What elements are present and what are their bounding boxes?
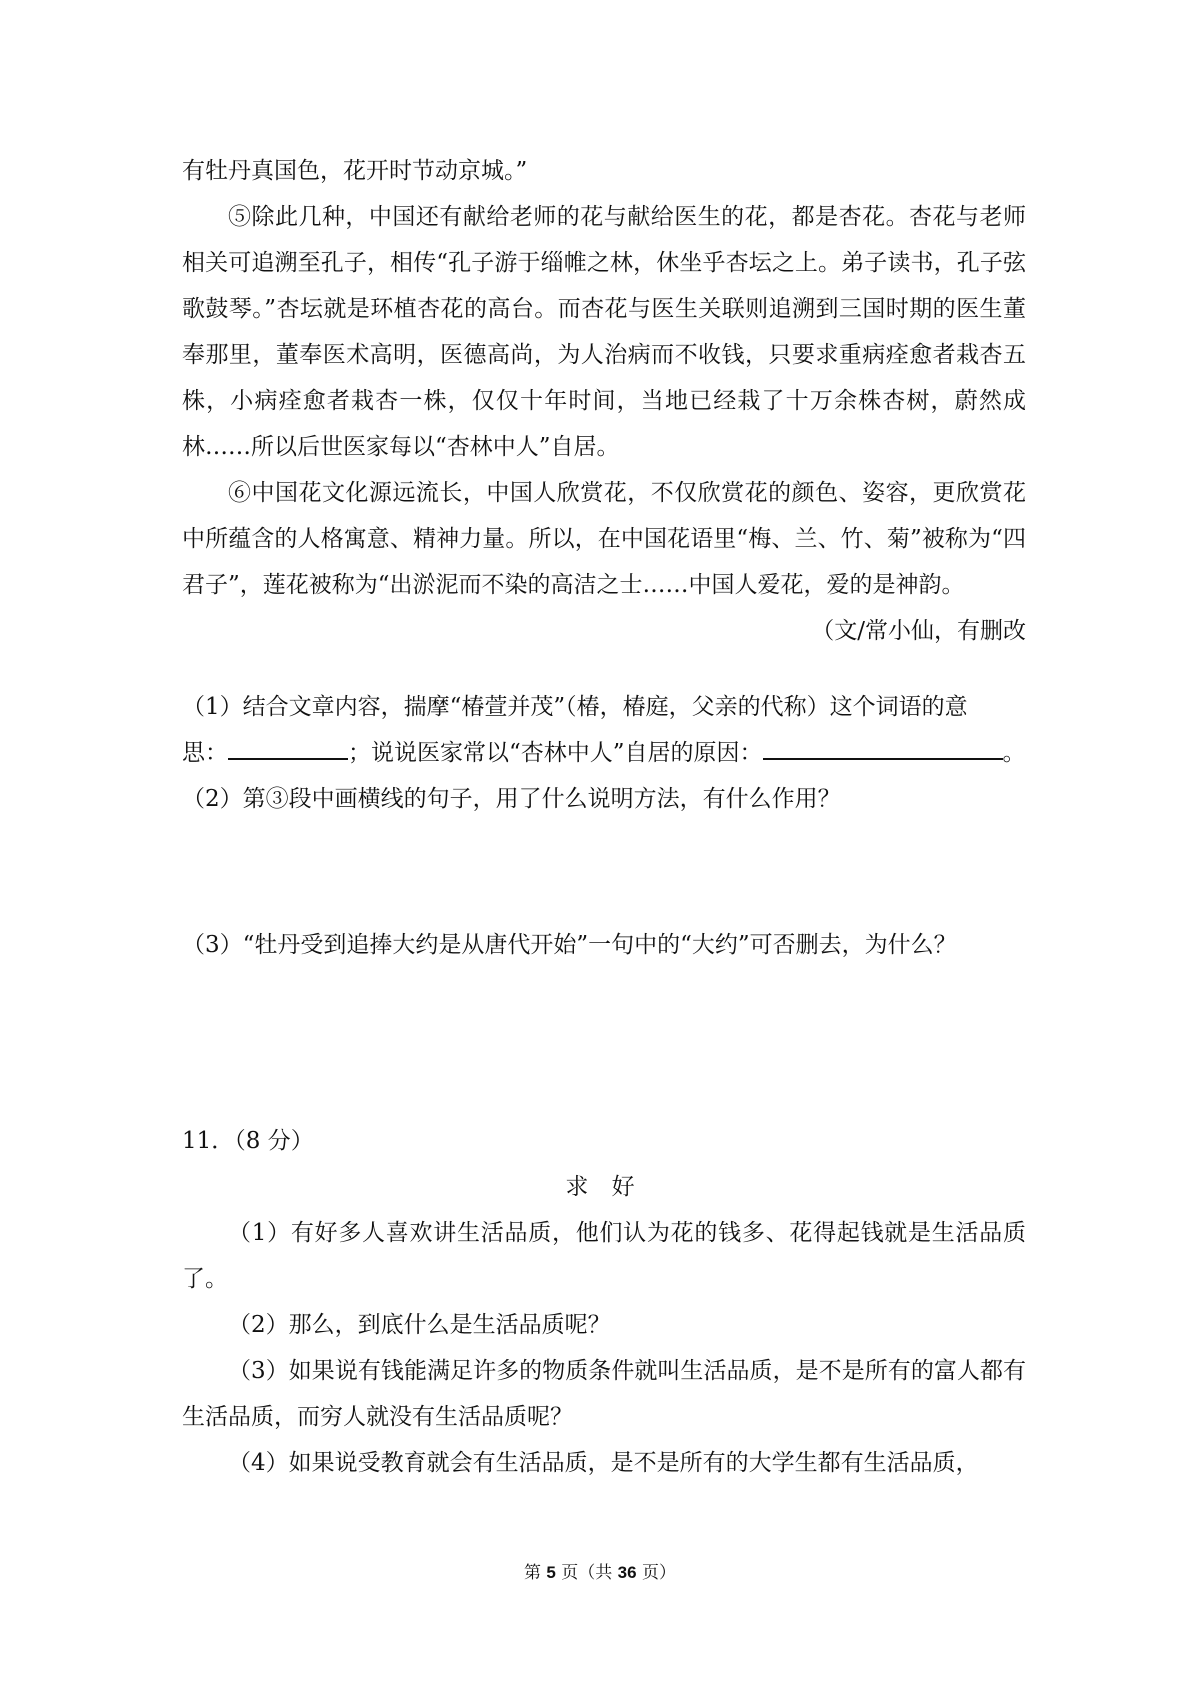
essay-paragraph-3: （3）如果说有钱能满足许多的物质条件就叫生活品质，是不是所有的富人都有生活品质，而穷人就没有生活品质呢？ (182, 1358, 1026, 1430)
paragraph-6: ⑥中国花文化源远流长，中国人欣赏花，不仅欣赏花的颜色、姿容，更欣赏花中所蕴含的人格寓意、精神力量。所以，在中国花语里“梅、兰、竹、菊”被称为“四君子”，莲花被称为“出淤泥而不染的高洁之士……中国人爱花，爱的是神韵。 (182, 480, 1026, 598)
footer-page-number: 5 (546, 1563, 556, 1582)
footer-suffix: 页） (636, 1563, 676, 1583)
q1-text-b: ；说说医家常以“杏林中人”自居的原因： (348, 740, 763, 766)
question-3: （3）“牡丹受到追捧大约是从唐代开始”一句中的“大约”可否删去，为什么？ (182, 932, 957, 958)
essay-paragraph-2: （2）那么，到底什么是生活品质呢？ (228, 1312, 611, 1338)
answer-blank-1[interactable] (228, 734, 348, 760)
source-attribution: （文/常小仙，有删改 (811, 618, 1026, 644)
q1-text-c: 。 (1002, 740, 1026, 766)
question-1-line-1: （1）结合文章内容，揣摩“椿萱并茂”（椿，椿庭，父亲的代称）这个词语的意 (182, 694, 968, 720)
page-content (182, 148, 1026, 1486)
answer-blank-2[interactable] (763, 734, 1003, 760)
essay-title: 求 好 (565, 1174, 643, 1200)
essay-paragraph-1: （1）有好多人喜欢讲生活品质，他们认为花的钱多、花得起钱就是生活品质了。 (182, 1220, 1026, 1292)
question-2: （2）第③段中画横线的句子，用了什么说明方法，有什么作用？ (182, 786, 841, 812)
paragraph-tail: 有牡丹真国色，花开时节动京城。” (182, 158, 528, 184)
footer-middle: 页（共 (555, 1563, 618, 1583)
page-footer (0, 1561, 1200, 1585)
question-1-line-2 (182, 730, 1026, 776)
q1-text-a: 思： (182, 740, 228, 766)
footer-prefix: 第 (523, 1563, 547, 1583)
section-11-heading: 11．（8 分） (182, 1128, 314, 1154)
paragraph-5: ⑤除此几种，中国还有献给老师的花与献给医生的花，都是杏花。杏花与老师相关可追溯至孔子，相传“孔子游于缁帷之林，休坐乎杏坛之上。弟子读书，孔子弦歌鼓琴。”杏坛就是环植杏花的高台。而杏花与医生关联则追溯到三国时期的医生董奉那里，董奉医术高明，医德高尚，为人治病而不收钱，只要求重病痊愈者栽杏五株，小病痊愈者栽杏一株，仅仅十年时间，当地已经栽了十万余株杏树，蔚然成林……所以后世医家每以“杏林中人”自居。 (182, 204, 1026, 460)
footer-total-pages: 36 (617, 1563, 637, 1582)
essay-paragraph-4: （4）如果说受教育就会有生活品质，是不是所有的大学生都有生活品质， (228, 1450, 979, 1476)
